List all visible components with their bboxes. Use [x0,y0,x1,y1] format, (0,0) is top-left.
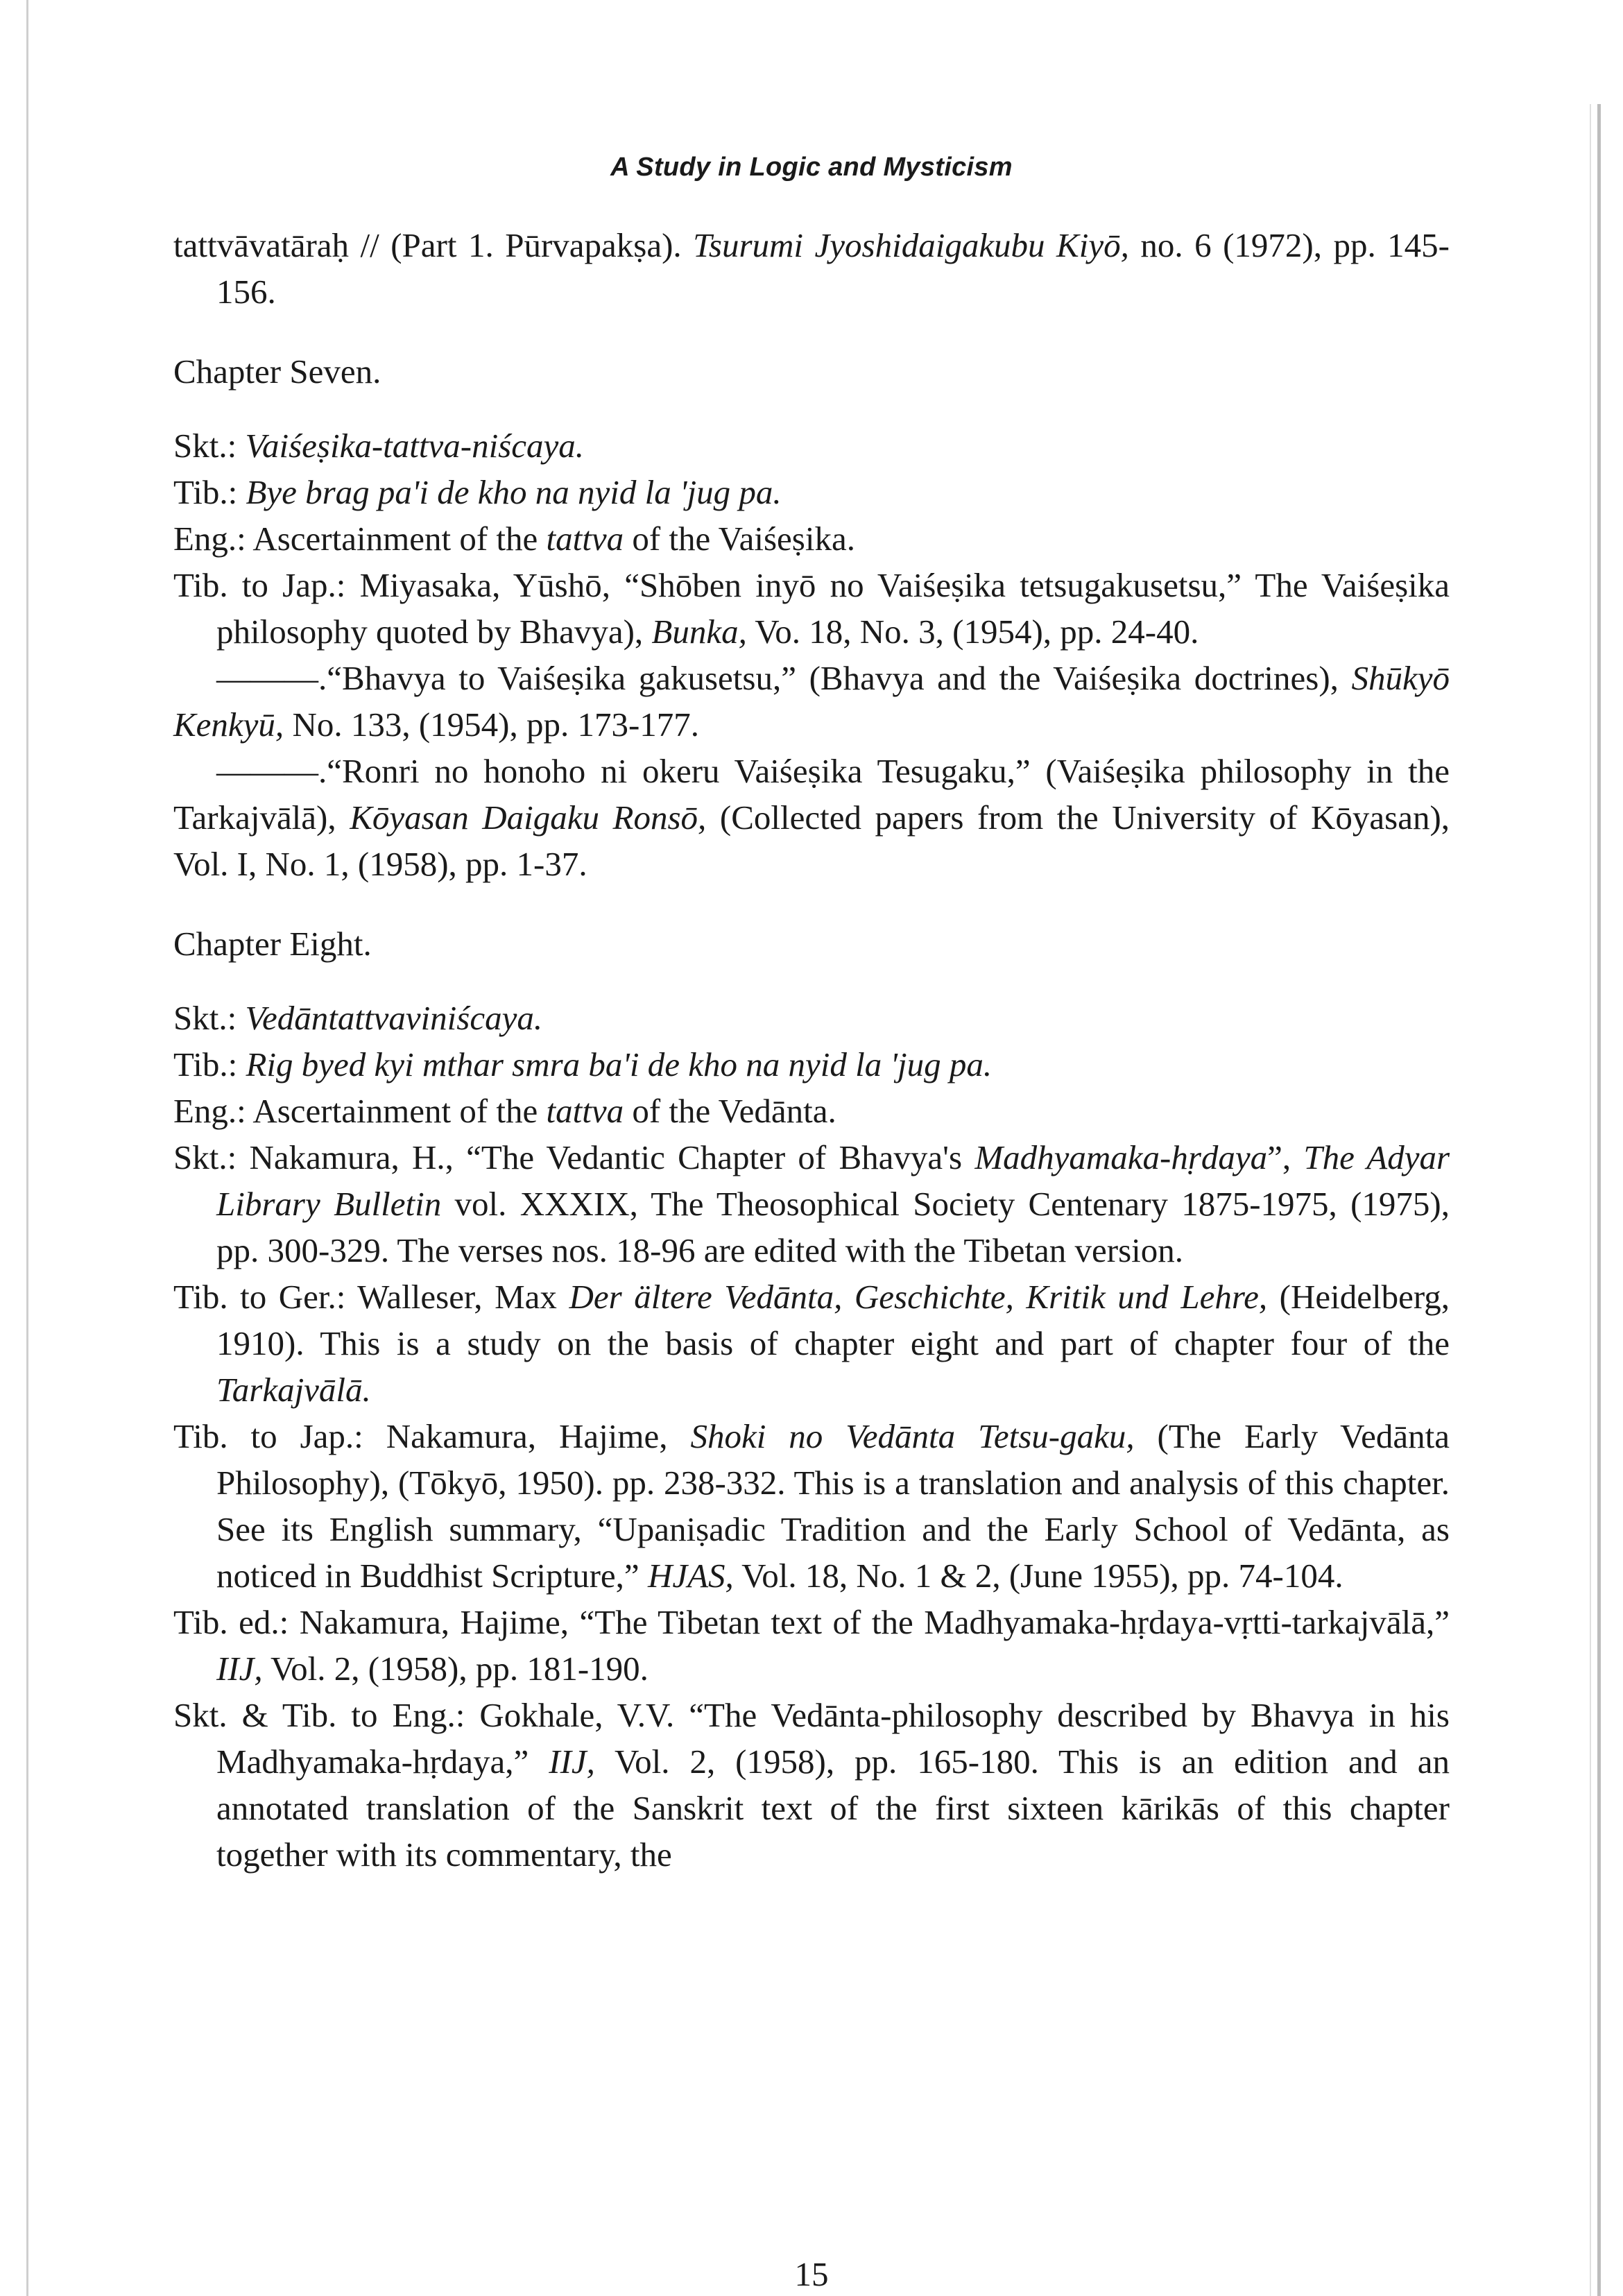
scan-edge-right-inner [1590,104,1591,2296]
chapter-seven-heading: Chapter Seven. [173,352,381,391]
scan-edge-left [26,0,28,2296]
ch8-skt-title: Skt.: Vedāntattvaviniścaya. [173,999,543,1037]
ch7-tib-title: Tib.: Bye brag pa'i de kho na nyid la 'jug pa. [173,473,782,511]
ch8-jap-reference: Tib. to Jap.: Nakamura, Hajime, Shoki no Vedānta Tetsu-gaku, (The Early Vedānta Philosophy), (Tōkyō, 1950). pp. 238-332. This is a translation and analysis of this chapter. See its English summary, “Upaniṣadic Tradition and the Early School of Vedānta, as noticed in Buddhist Scripture,” HJAS, Vol. 18, No. 1 & 2, (June 1955), pp. 74-104. [173,1417,1450,1595]
ch8-ger-reference: Tib. to Ger.: Walleser, Max Der ältere Vedānta, Geschichte, Kritik und Lehre, (Heidelberg, 1910). This is a study on the basis of chapter eight and part of chapter four of the Tarkajvālā. [173,1278,1450,1409]
ch8-tib-title: Tib.: Rig byed kyi mthar smra ba'i de kho na nyid la 'jug pa. [173,1045,993,1083]
ch8-eng-title: Eng.: Ascertainment of the tattva of the Vedānta. [173,1092,836,1130]
scan-edge-right [1597,104,1601,2296]
ch8-eng-reference: Skt. & Tib. to Eng.: Gokhale, V.V. “The Vedānta-philosophy described by Bhavya in his Madhyamaka-hṛdaya,” IIJ, Vol. 2, (1958), pp. 165-180. This is an edition and an annotated translation of the Sanskrit text of the first sixteen kārikās of this chapter together with its commentary, the [173,1696,1450,1874]
ch7-ditto-reference-2: ———.“Ronri no honoho ni okeru Vaiśeṣika Tesugaku,” (Vaiśeṣika philosophy in the Tarkajvālā), Kōyasan Daigaku Ronsō, (Collected papers from the University of Kōyasan), Vol. I, No. 1, (1958), pp. 1-37. [173,752,1450,883]
running-head: A Study in Logic and Mysticism [610,153,1013,182]
page-number: 15 [794,2255,829,2293]
ch7-skt-title: Skt.: Vaiśeṣika-tattva-niścaya. [173,427,585,465]
page-body [173,222,1450,1878]
chapter-eight-heading: Chapter Eight. [173,925,372,963]
ch7-eng-title: Eng.: Ascertainment of the tattva of the Vaiśeṣika. [173,520,855,558]
ch7-jap-reference: Tib. to Jap.: Miyasaka, Yūshō, “Shōben inyō no Vaiśeṣika tetsugakusetsu,” The Vaiśeṣika philosophy quoted by Bhavya), Bunka, Vo. 18, No. 3, (1954), pp. 24-40. [173,566,1450,651]
ch8-tib-edition-reference: Tib. ed.: Nakamura, Hajime, “The Tibetan text of the Madhyamaka-hṛdaya-vṛtti-tarkajvālā,” IIJ, Vol. 2, (1958), pp. 181-190. [173,1603,1450,1688]
intro-reference: tattvāvatāraḥ // (Part 1. Pūrvapakṣa). Tsurumi Jyoshidaigakubu Kiyō, no. 6 (1972), pp. 145-156. [173,226,1450,311]
ch7-ditto-reference-1: ———.“Bhavya to Vaiśeṣika gakusetsu,” (Bhavya and the Vaiśeṣika doctrines), Shūkyō Kenkyū, No. 133, (1954), pp. 173-177. [173,659,1450,744]
ch8-skt-reference: Skt.: Nakamura, H., “The Vedantic Chapter of Bhavya's Madhyamaka-hṛdaya”, The Adyar Library Bulletin vol. XXXIX, The Theosophical Society Centenary 1875-1975, (1975), pp. 300-329. The verses nos. 18-96 are edited with the Tibetan version. [173,1138,1450,1269]
